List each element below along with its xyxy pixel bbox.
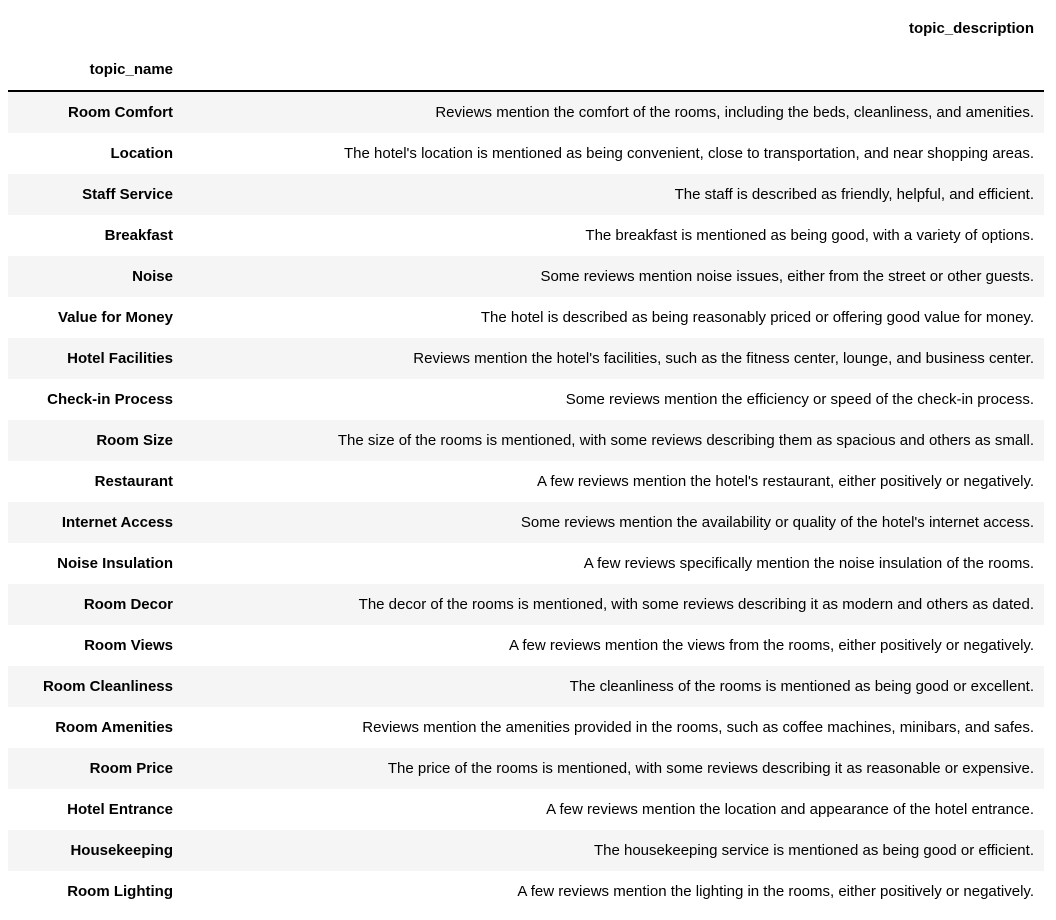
- dataframe-table: [8, 8, 1044, 912]
- topic-name-cell: Room Lighting: [67, 883, 173, 900]
- topic-name-cell: Room Cleanliness: [42, 678, 173, 695]
- column-header-row: [8, 8, 1044, 49]
- topic-description-cell: Some reviews mention the efficiency or speed of the check-in process.: [565, 391, 1034, 408]
- dataframe-header: [8, 8, 1044, 91]
- topic-description-cell: A few reviews mention the views from the rooms, either positively or negatively.: [509, 637, 1034, 654]
- topic-name-cell: Housekeeping: [70, 842, 173, 859]
- topic-description-cell: The price of the rooms is mentioned, with some reviews describing it as reasonable or expensive.: [387, 760, 1034, 777]
- table-row: [8, 789, 1044, 830]
- topic-description-cell: Some reviews mention noise issues, either from the street or other guests.: [540, 268, 1034, 285]
- topic-description-cell: A few reviews mention the hotel's restaurant, either positively or negatively.: [537, 473, 1034, 490]
- topic-description-cell: Reviews mention the amenities provided in the rooms, such as coffee machines, minibars, and safes.: [362, 719, 1034, 736]
- topic-description-cell: Reviews mention the comfort of the rooms, including the beds, cleanliness, and amenities.: [435, 104, 1034, 121]
- table-row: [8, 707, 1044, 748]
- topic-name-cell: Location: [110, 145, 173, 162]
- table-row: [8, 748, 1044, 789]
- topic-description-cell: The decor of the rooms is mentioned, with some reviews describing it as modern and others as dated.: [358, 596, 1034, 613]
- topic-description-cell: The hotel is described as being reasonably priced or offering good value for money.: [480, 309, 1034, 326]
- topic-name-cell: Restaurant: [94, 473, 173, 490]
- table-row: [8, 830, 1044, 871]
- index-name-header-topic-name: topic_name: [8, 49, 183, 91]
- header-spacer-cell: [8, 8, 183, 49]
- table-row: [8, 256, 1044, 297]
- topic-description-cell: The cleanliness of the rooms is mentioned as being good or excellent.: [569, 678, 1034, 695]
- index-name-spacer-cell: [183, 49, 1044, 91]
- table-row: [8, 625, 1044, 666]
- table-row: [8, 379, 1044, 420]
- topic-description-cell: The housekeeping service is mentioned as being good or efficient.: [593, 842, 1034, 859]
- table-row: [8, 420, 1044, 461]
- topic-description-cell: Reviews mention the hotel's facilities, such as the fitness center, lounge, and business center.: [413, 350, 1034, 367]
- topic-name-cell: Room Size: [96, 432, 173, 449]
- table-row: [8, 543, 1044, 584]
- topic-description-cell: The breakfast is mentioned as being good, with a variety of options.: [585, 227, 1034, 244]
- topic-description-cell: The hotel's location is mentioned as being convenient, close to transportation, and near shopping areas.: [344, 145, 1034, 162]
- topic-name-cell: Noise Insulation: [57, 555, 173, 572]
- topic-description-cell: The staff is described as friendly, helpful, and efficient.: [674, 186, 1034, 203]
- table-row: [8, 461, 1044, 502]
- table-row: [8, 174, 1044, 215]
- topic-name-cell: Internet Access: [61, 514, 173, 531]
- topic-name-cell: Room Comfort: [68, 104, 173, 121]
- table-row: [8, 91, 1044, 133]
- table-row: [8, 584, 1044, 625]
- topic-name-cell: Room Price: [89, 760, 173, 777]
- topic-name-cell: Room Decor: [83, 596, 173, 613]
- topic-description-cell: A few reviews mention the location and appearance of the hotel entrance.: [546, 801, 1034, 818]
- topic-name-cell: Value for Money: [57, 309, 173, 326]
- table-row: [8, 338, 1044, 379]
- topic-description-cell: A few reviews mention the lighting in the rooms, either positively or negatively.: [517, 883, 1034, 900]
- topic-name-cell: Breakfast: [104, 227, 173, 244]
- topic-name-cell: Noise: [132, 268, 173, 285]
- topic-description-cell: Some reviews mention the availability or quality of the hotel's internet access.: [520, 514, 1034, 531]
- topic-name-cell: Hotel Entrance: [67, 801, 173, 818]
- topic-name-cell: Check-in Process: [47, 391, 173, 408]
- table-row: [8, 297, 1044, 338]
- table-row: [8, 871, 1044, 912]
- index-name-row: [8, 49, 1044, 91]
- topic-name-cell: Staff Service: [82, 186, 173, 203]
- table-row: [8, 502, 1044, 543]
- table-row: [8, 666, 1044, 707]
- topic-name-cell: Room Views: [84, 637, 173, 654]
- table-row: [8, 215, 1044, 256]
- table-row: [8, 133, 1044, 174]
- topic-description-cell: A few reviews specifically mention the noise insulation of the rooms.: [583, 555, 1034, 572]
- topic-name-cell: Room Amenities: [55, 719, 173, 736]
- topic-description-cell: The size of the rooms is mentioned, with some reviews describing them as spacious and others as small.: [337, 432, 1034, 449]
- topic-name-cell: Hotel Facilities: [67, 350, 173, 367]
- column-header-topic-description: topic_description: [183, 8, 1044, 49]
- dataframe-body: [8, 91, 1044, 912]
